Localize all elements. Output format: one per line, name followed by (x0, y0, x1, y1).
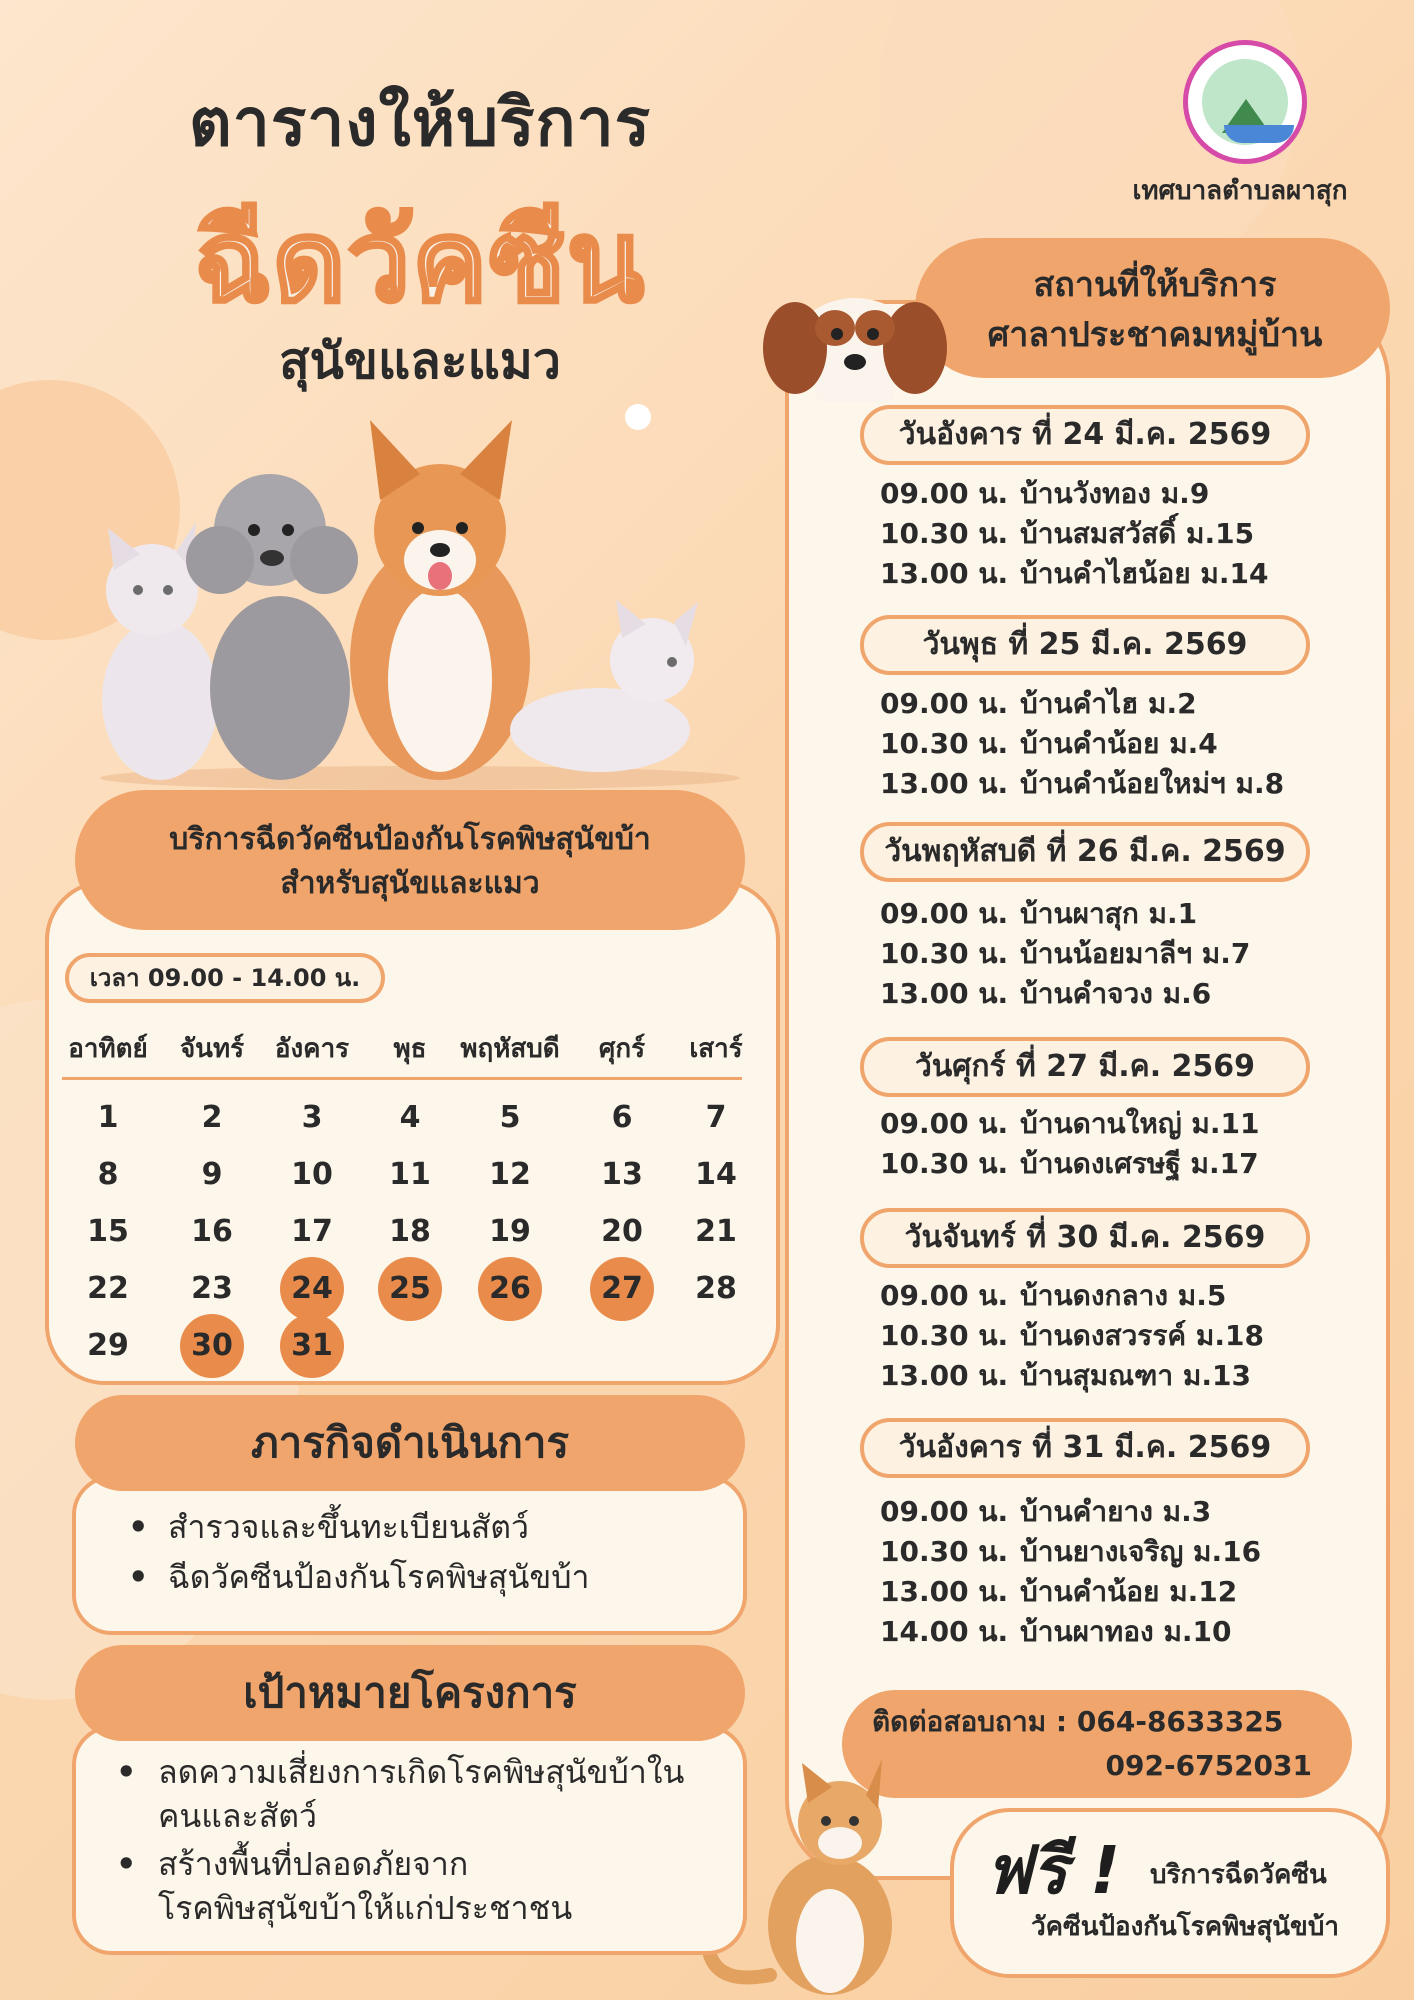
schedule-row (880, 552, 1268, 596)
schedule-row (880, 1314, 1264, 1358)
venue-line2: ศาลาประชาคมหมู่บ้าน (987, 315, 1323, 355)
calendar-day-highlighted: 31 (280, 1314, 344, 1378)
mission-item: สำรวจและขึ้นทะเบียนสัตว์ (168, 1508, 530, 1546)
calendar-day-highlighted: 30 (180, 1314, 244, 1378)
calendar-day: 18 (389, 1214, 431, 1249)
schedule-row (880, 1530, 1261, 1574)
row-time: 13.00 น. (880, 977, 1009, 1010)
calendar-day: 22 (87, 1271, 129, 1306)
contact-phone2: 092-6752031 (1105, 1749, 1312, 1782)
row-time: 09.00 น. (880, 1495, 1009, 1528)
goal-item-line1: สร้างพื้นที่ปลอดภัยจาก (158, 1845, 469, 1883)
row-place: บ้านดานใหญ่ ม.11 (1020, 1107, 1260, 1140)
calendar-day: 13 (601, 1157, 643, 1192)
calendar-day: 16 (191, 1214, 233, 1249)
calendar-day: 14 (695, 1157, 737, 1192)
calendar-day: 21 (695, 1214, 737, 1249)
row-place: บ้านดงกลาง ม.5 (1020, 1279, 1227, 1312)
service-line1: บริการฉีดวัคซีนป้องกันโรคพิษสุนัขบ้า (169, 822, 651, 857)
row-time: 09.00 น. (880, 1279, 1009, 1312)
calendar-day: 29 (87, 1328, 129, 1363)
calendar-day: 8 (97, 1157, 119, 1192)
calendar-day-highlighted: 24 (280, 1257, 344, 1321)
row-place: บ้านดงสวรรค์ ม.18 (1020, 1319, 1264, 1352)
calendar-day: 23 (191, 1271, 233, 1306)
mission-title: ภารกิจดำเนินการ (75, 1395, 745, 1491)
calendar-day: 1 (97, 1100, 119, 1135)
calendar-day-highlighted: 27 (590, 1257, 654, 1321)
calendar-day: 12 (489, 1157, 531, 1192)
row-place: บ้านวังทอง ม.9 (1020, 477, 1210, 510)
calendar-day: 28 (695, 1271, 737, 1306)
org-name: เทศบาลตำบลผาสุก (1132, 176, 1348, 206)
schedule-row (880, 722, 1218, 766)
schedule-row (880, 1142, 1259, 1186)
schedule-row (880, 1570, 1237, 1614)
row-place: บ้านคำน้อยใหม่ฯ ม.8 (1020, 767, 1285, 800)
goals-title: เป้าหมายโครงการ (75, 1645, 745, 1741)
row-time: 09.00 น. (880, 897, 1009, 930)
calendar-day: 7 (705, 1100, 727, 1135)
row-place: บ้านสมสวัสดิ์ ม.15 (1020, 517, 1255, 550)
calendar-day: 20 (601, 1214, 643, 1249)
row-place: บ้านผาทอง ม.10 (1020, 1615, 1232, 1648)
calendar-day: 10 (291, 1157, 333, 1192)
row-time: 10.30 น. (880, 727, 1009, 760)
row-place: บ้านคำยาง ม.3 (1020, 1495, 1212, 1528)
logo-water (1224, 125, 1294, 143)
schedule-day-header: วันพุธ ที่ 25 มี.ค. 2569 (860, 615, 1310, 675)
weekday-label: ศุกร์ (598, 1034, 646, 1064)
calendar-day: 9 (201, 1157, 223, 1192)
bullet-dot: • (116, 1753, 137, 1791)
row-place: บ้านคำจวง ม.6 (1020, 977, 1212, 1010)
row-time: 13.00 น. (880, 557, 1009, 590)
row-place: บ้านดงเศรษฐี ม.17 (1020, 1147, 1259, 1180)
weekday-label: จันทร์ (179, 1034, 245, 1064)
row-time: 10.30 น. (880, 1147, 1009, 1180)
free-line2: วัคซีนป้องกันโรคพิษสุนัขบ้า (1031, 1912, 1339, 1942)
schedule-row (880, 1354, 1251, 1398)
free-text: ฟรี ! (985, 1832, 1121, 1909)
calendar-day: 19 (489, 1214, 531, 1249)
weekday-label: เสาร์ (689, 1034, 743, 1064)
row-time: 10.30 น. (880, 937, 1009, 970)
title-line2: ฉีดวัคซีน (194, 197, 646, 327)
calendar-day: 17 (291, 1214, 333, 1249)
schedule-day-header: วันศุกร์ ที่ 27 มี.ค. 2569 (860, 1037, 1310, 1097)
calendar-day: 4 (399, 1100, 421, 1135)
service-line2: สำหรับสุนัขและแมว (280, 866, 540, 901)
schedule-row (880, 682, 1197, 726)
row-place: บ้านคำน้อย ม.4 (1020, 727, 1218, 760)
title-line1: ตารางให้บริการ (188, 84, 652, 161)
schedule-row (880, 892, 1197, 936)
schedule-row (880, 1490, 1211, 1534)
row-time: 13.00 น. (880, 767, 1009, 800)
bullet-dot: • (128, 1558, 149, 1596)
calendar-day: 2 (201, 1100, 223, 1135)
calendar-day: 11 (389, 1157, 431, 1192)
title-line3: สุนัขและแมว (279, 332, 561, 390)
goal-item-line2: โรคพิษสุนัขบ้าให้แก่ประชาชน (158, 1889, 573, 1927)
schedule-day-header: วันอังคาร ที่ 31 มี.ค. 2569 (860, 1418, 1310, 1478)
bullet-dot: • (128, 1508, 149, 1546)
schedule-day-header: วันจันทร์ ที่ 30 มี.ค. 2569 (860, 1208, 1310, 1268)
schedule-row (880, 472, 1209, 516)
calendar-day: 3 (301, 1100, 323, 1135)
row-time: 13.00 น. (880, 1359, 1009, 1392)
row-time: 10.30 น. (880, 1535, 1009, 1568)
calendar-day: 5 (499, 1100, 521, 1135)
schedule-row (880, 1274, 1226, 1318)
weekday-label: พฤหัสบดี (460, 1034, 560, 1064)
time-range-pill: เวลา 09.00 - 14.00 น. (65, 953, 385, 1003)
bullet-dot: • (116, 1845, 137, 1883)
row-place: บ้านคำน้อย ม.12 (1020, 1575, 1238, 1608)
corgi-illustration (350, 420, 530, 780)
cat-right-illustration (510, 600, 698, 772)
row-time: 10.30 น. (880, 1319, 1009, 1352)
goal-item-line1: ลดความเสี่ยงการเกิดโรคพิษสุนัขบ้าใน (158, 1753, 685, 1791)
row-place: บ้านคำไฮ ม.2 (1020, 687, 1197, 720)
goal-item-line2: คนและสัตว์ (158, 1797, 317, 1835)
contact-phone1: ติดต่อสอบถาม : 064-8633325 (872, 1705, 1284, 1738)
row-time: 14.00 น. (880, 1615, 1009, 1648)
row-time: 09.00 น. (880, 1107, 1009, 1140)
calendar-day: 15 (87, 1214, 129, 1249)
pets-illustration (80, 410, 760, 790)
calendar-day: 6 (611, 1100, 633, 1135)
row-time: 09.00 น. (880, 477, 1009, 510)
calendar-day-highlighted: 25 (378, 1257, 442, 1321)
row-place: บ้านน้อยมาลีฯ ม.7 (1020, 937, 1251, 970)
row-time: 09.00 น. (880, 687, 1009, 720)
schedule-row (880, 762, 1284, 806)
row-place: บ้านสุมณฑา ม.13 (1020, 1359, 1251, 1392)
schedule-day-header: วันพฤหัสบดี ที่ 26 มี.ค. 2569 (860, 822, 1310, 882)
service-text (80, 818, 740, 906)
municipality-logo (1183, 40, 1307, 164)
row-time: 13.00 น. (880, 1575, 1009, 1608)
schedule-row (880, 932, 1250, 976)
weekday-label: อังคาร (274, 1034, 350, 1064)
logo-emblem (1202, 59, 1288, 145)
calendar-day-highlighted: 26 (478, 1257, 542, 1321)
schedule-row (880, 1102, 1259, 1146)
calendar-divider (62, 1077, 742, 1080)
mission-item: ฉีดวัคซีนป้องกันโรคพิษสุนัขบ้า (168, 1558, 590, 1596)
schedule-row (880, 972, 1211, 1016)
schedule-row (880, 512, 1254, 556)
schedule-row (880, 1610, 1232, 1654)
row-place: บ้านผาสุก ม.1 (1020, 897, 1198, 930)
free-line1: บริการฉีดวัคซีน (1150, 1860, 1327, 1890)
row-time: 10.30 น. (880, 517, 1009, 550)
dog-illustration (755, 278, 955, 408)
venue-text (930, 260, 1380, 360)
row-place: บ้านคำไฮน้อย ม.14 (1020, 557, 1269, 590)
schedule-day-header: วันอังคาร ที่ 24 มี.ค. 2569 (860, 405, 1310, 465)
weekday-label: อาทิตย์ (68, 1034, 148, 1064)
row-place: บ้านยางเจริญ ม.16 (1020, 1535, 1262, 1568)
venue-line1: สถานที่ให้บริการ (1033, 265, 1277, 305)
weekday-label: พุธ (393, 1034, 427, 1064)
